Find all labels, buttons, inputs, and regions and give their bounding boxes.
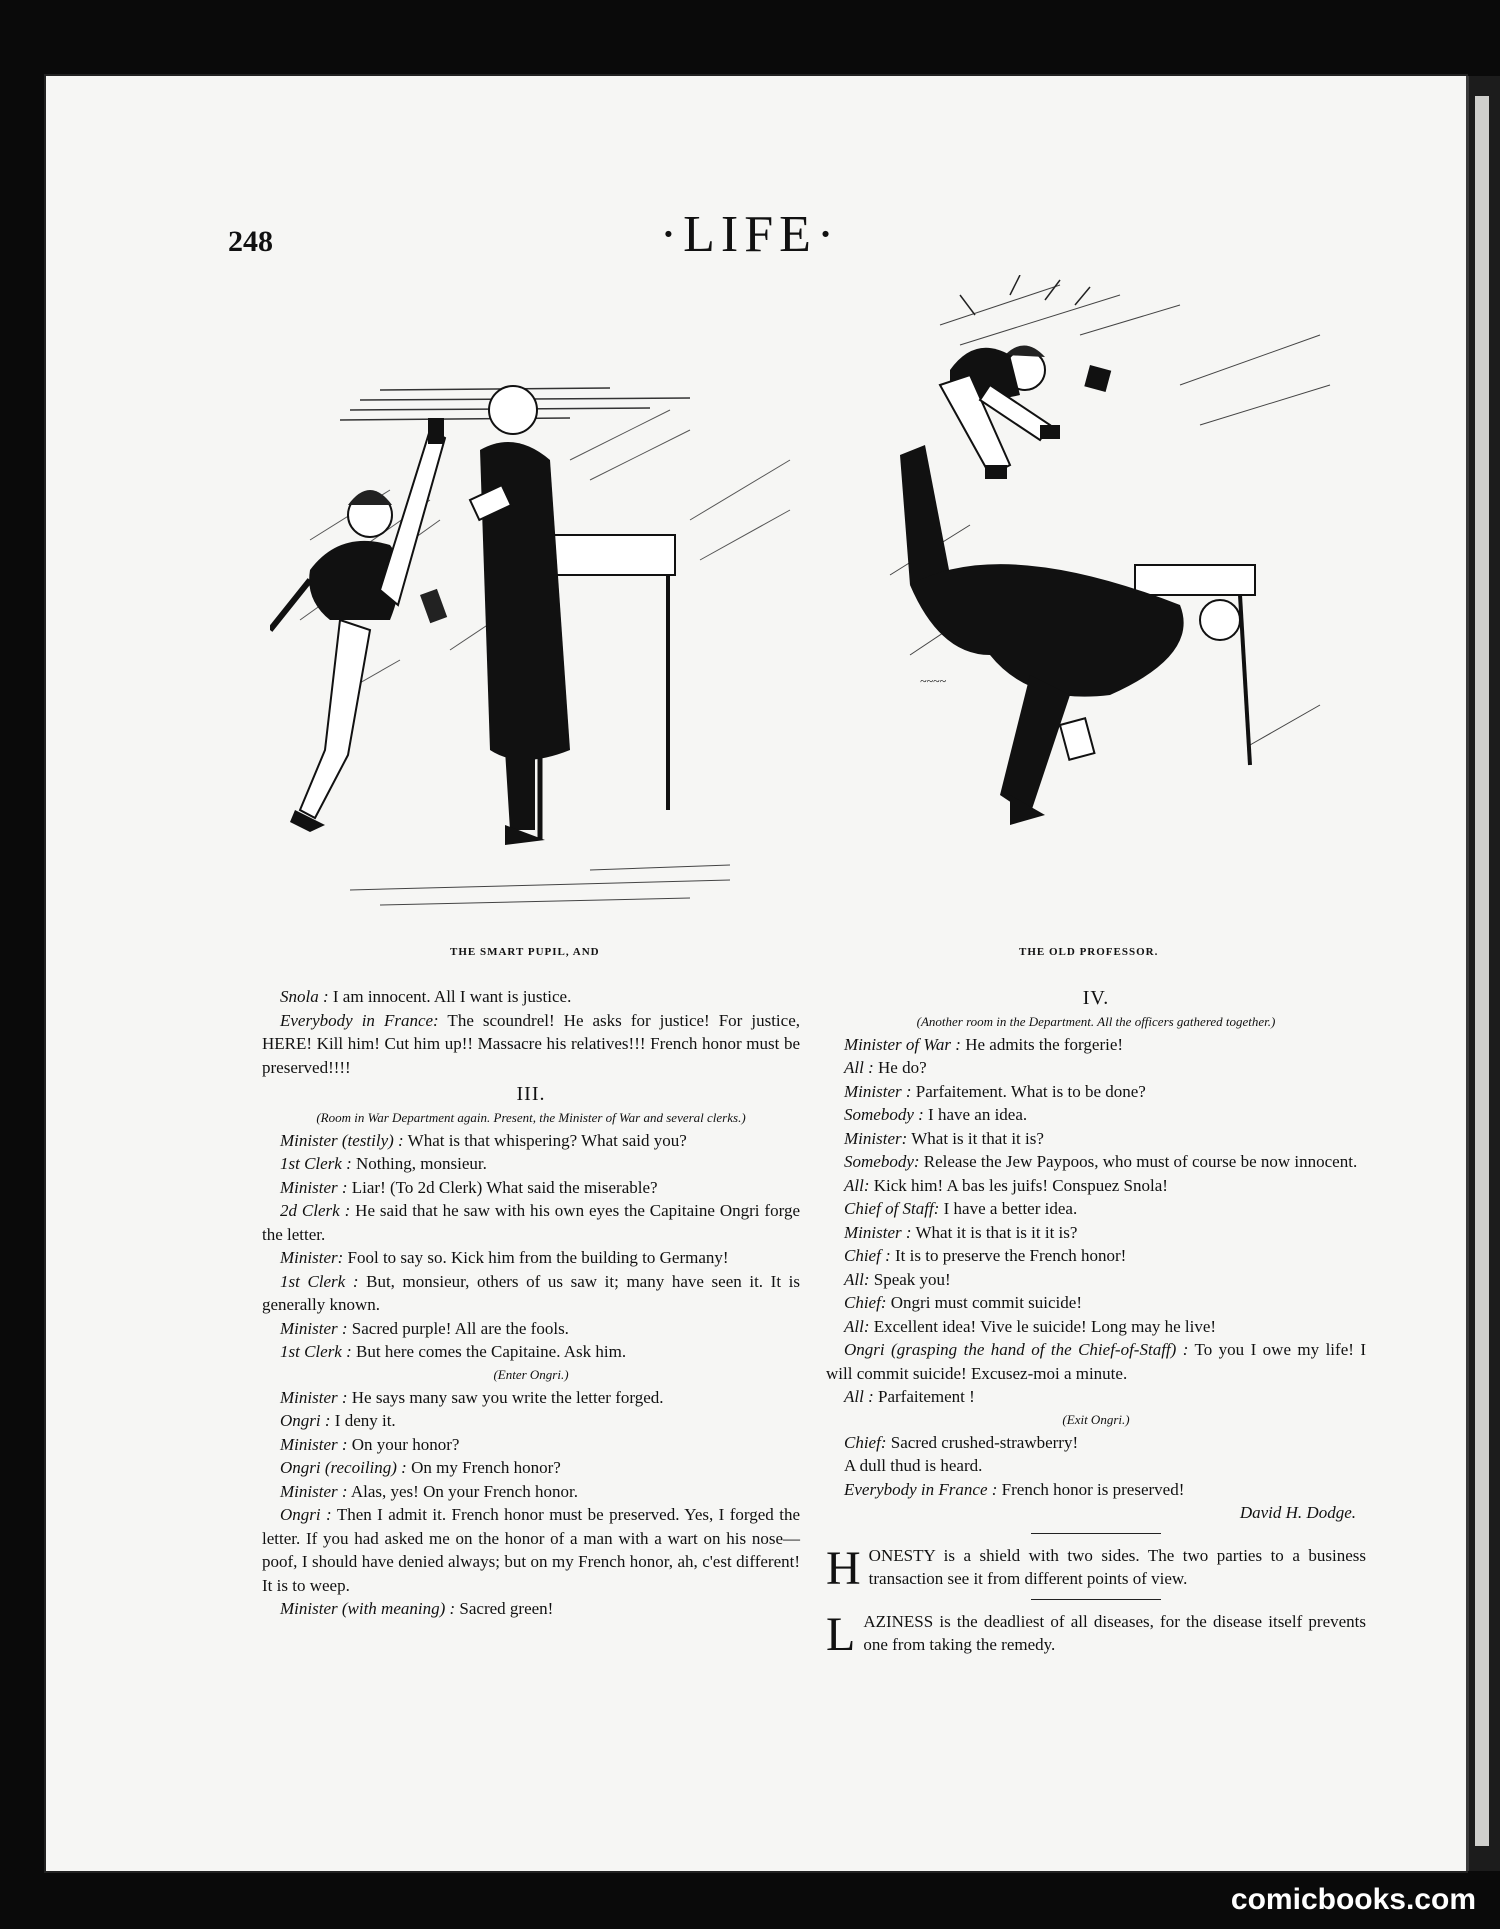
dialogue-text: Kick him! A bas les juifs! Conspuez Snola! xyxy=(869,1175,1168,1195)
dialogue-line xyxy=(262,1270,800,1317)
section-heading: IV. xyxy=(1082,987,1110,1009)
dialogue-line xyxy=(262,985,800,1009)
dialogue-text: What it is that is it it is? xyxy=(911,1222,1078,1242)
speaker-name: Minister : xyxy=(280,1318,348,1338)
honesty-paragraph xyxy=(826,1541,1366,1595)
laziness-text: AZINESS is the deadliest of all diseases, for the disease itself prevents one from taking the remedy. xyxy=(863,1611,1366,1654)
speaker-name: All: xyxy=(844,1175,870,1195)
dialogue-text: Liar! (To 2d Clerk) What said the miserable? xyxy=(347,1177,658,1197)
speaker-name: Minister: xyxy=(280,1248,344,1267)
dialogue-line xyxy=(826,1127,1366,1151)
dialogue-text: What is that whispering? What said you? xyxy=(403,1130,687,1150)
dialogue-line xyxy=(262,1317,800,1341)
dialogue-text: What is it that it is? xyxy=(907,1128,1044,1148)
stage-direction: (Enter Ongri.) xyxy=(493,1366,569,1382)
dialogue-text: It is to preserve the French honor! xyxy=(890,1246,1127,1265)
author-signature: David H. Dodge. xyxy=(1239,1503,1356,1522)
illustration-old-professor xyxy=(880,275,1340,925)
dialogue-line xyxy=(262,1386,800,1410)
dialogue-text: Excellent idea! Vive le suicide! Long may he live! xyxy=(869,1316,1217,1336)
stage-direction: (Exit Ongri.) xyxy=(1062,1411,1130,1427)
dialogue-text: Sacred green! xyxy=(455,1599,554,1618)
dialogue-line xyxy=(262,1009,800,1080)
dialogue-section-iv xyxy=(826,987,1366,1525)
dialogue-text: He admits the forgerie! xyxy=(960,1034,1124,1054)
dialogue-text: On your honor? xyxy=(347,1434,460,1454)
dialogue-line xyxy=(262,1456,800,1480)
speaker-name: Minister : xyxy=(280,1481,348,1501)
dialogue-text: He do? xyxy=(873,1058,927,1077)
speaker-name: All: xyxy=(844,1269,870,1289)
speaker-name: 1st Clerk : xyxy=(280,1342,352,1361)
speaker-name: Somebody : xyxy=(844,1105,924,1124)
dialogue-line xyxy=(826,1244,1366,1268)
speaker-name: Chief: xyxy=(844,1293,887,1312)
speaker-name: Chief of Staff: xyxy=(844,1199,940,1218)
dialogue-line xyxy=(826,1197,1366,1221)
dialogue-text: I have a better idea. xyxy=(939,1199,1078,1218)
dialogue-text: He says many saw you write the letter forged. xyxy=(347,1387,664,1407)
speaker-name: All : xyxy=(844,1058,874,1077)
stage-direction: (Another room in the Department. All the officers gathered together.) xyxy=(916,1013,1276,1029)
speaker-name: Minister : xyxy=(280,1387,348,1407)
dialogue-line xyxy=(826,1150,1366,1174)
dialogue-line xyxy=(826,1268,1366,1292)
dialogue-line xyxy=(262,1340,800,1364)
speaker-name: Somebody: xyxy=(844,1152,920,1171)
watermark: comicbooks.com xyxy=(1230,1883,1476,1916)
narration-line: A dull thud is heard. xyxy=(844,1456,983,1475)
dialogue-line xyxy=(262,1176,800,1200)
section-heading: III. xyxy=(516,1083,546,1105)
dialogue-line xyxy=(826,1033,1366,1057)
dialogue-line xyxy=(826,1291,1366,1315)
speaker-name: Minister : xyxy=(280,1177,348,1197)
dialogue-text: Sacred crushed-strawberry! xyxy=(886,1432,1079,1452)
caption-right: THE OLD PROFESSOR. xyxy=(1019,946,1159,958)
speaker-name: All: xyxy=(844,1316,870,1336)
dialogue-line xyxy=(262,1597,800,1621)
speaker-name: Ongri : xyxy=(280,1411,331,1430)
dialogue-text: Ongri must commit suicide! xyxy=(886,1293,1082,1312)
page-header xyxy=(0,205,1500,275)
dialogue-line xyxy=(826,1315,1366,1339)
dialogue-text: The scoundrel! He asks for justice! For justice, HERE! Kill him! Cut him up!! Massacre his relatives!!! French honor must be preserved!!!! xyxy=(262,1010,800,1077)
dialogue-text: Parfaitement ! xyxy=(873,1387,975,1406)
honesty-text: ONESTY is a shield with two sides. The two parties to a business transaction see it from different points of view. xyxy=(868,1545,1366,1588)
dialogue-text: But here comes the Capitaine. Ask him. xyxy=(351,1342,627,1361)
dialogue-line xyxy=(826,1080,1366,1104)
speaker-name: Everybody in France: xyxy=(280,1010,439,1030)
speaker-name: Minister (testily) : xyxy=(280,1130,404,1150)
dialogue-text: I have an idea. xyxy=(923,1105,1028,1124)
dialogue-line xyxy=(262,1433,800,1457)
speaker-name: All : xyxy=(844,1387,874,1406)
speaker-name: 2d Clerk : xyxy=(280,1201,351,1220)
speaker-name: 1st Clerk : xyxy=(280,1154,352,1173)
dialogue-text: I am innocent. All I want is justice. xyxy=(328,987,572,1006)
dialogue-line xyxy=(262,1152,800,1176)
dialogue-text: Nothing, monsieur. xyxy=(351,1154,487,1173)
speaker-name: Ongri : xyxy=(280,1505,332,1524)
speaker-name: Chief : xyxy=(844,1246,891,1265)
speaker-name: Snola : xyxy=(280,987,329,1006)
dialogue-line xyxy=(826,1478,1366,1502)
dialogue-line xyxy=(826,1221,1366,1245)
speaker-name: Ongri (recoiling) : xyxy=(280,1458,407,1477)
divider-rule xyxy=(1031,1599,1161,1600)
dialogue-text: Speak you! xyxy=(869,1269,951,1289)
page-number: 248 xyxy=(228,225,273,258)
drop-cap-h: H xyxy=(826,1541,861,1595)
dialogue-text: Release the Jew Paypoos, who must of course be now innocent. xyxy=(919,1152,1358,1171)
dialogue-line xyxy=(262,1129,800,1153)
dialogue-text: To you I owe my life! I will commit suicide! Excusez-moi a minute. xyxy=(826,1340,1366,1383)
speaker-name: Minister : xyxy=(844,1081,912,1101)
dialogue-line xyxy=(826,1056,1366,1080)
dialogue-text: On my French honor? xyxy=(406,1458,561,1477)
masthead-title: ·LIFE· xyxy=(659,206,841,263)
svg-text:~~~~: ~~~~ xyxy=(920,674,946,688)
illustration-smart-pupil xyxy=(270,370,810,930)
speaker-name: Minister of War : xyxy=(844,1034,961,1054)
dialogue-text: He said that he saw with his own eyes the Capitaine Ongri forge the letter. xyxy=(262,1201,800,1244)
speaker-name: Minister : xyxy=(280,1434,348,1454)
speaker-name: Ongri (grasping the hand of the Chief-of-Staff) : xyxy=(844,1340,1189,1359)
dialogue-line xyxy=(826,1103,1366,1127)
caption-left: THE SMART PUPIL, AND xyxy=(450,946,600,958)
drop-cap-l: L xyxy=(826,1607,856,1661)
speaker-name: Minister (with meaning) : xyxy=(280,1599,456,1618)
dialogue-line xyxy=(262,1480,800,1504)
speaker-name: Chief: xyxy=(844,1432,887,1452)
speaker-name: 1st Clerk : xyxy=(280,1271,359,1291)
speaker-name: Everybody in France : xyxy=(844,1479,998,1499)
dialogue-line xyxy=(262,1503,800,1597)
laziness-paragraph xyxy=(826,1607,1366,1661)
dialogue-line xyxy=(262,1246,800,1270)
dialogue-text: I deny it. xyxy=(330,1411,396,1430)
dialogue-text: French honor is preserved! xyxy=(997,1479,1185,1499)
stage-direction: (Room in War Department again. Present, the Minister of War and several clerks.) xyxy=(316,1109,746,1125)
dialogue-line xyxy=(826,1174,1366,1198)
right-text-column xyxy=(826,983,1366,1661)
dialogue-line xyxy=(262,1199,800,1246)
dialogue-text: Alas, yes! On your French honor. xyxy=(347,1481,578,1501)
next-page-edge xyxy=(1466,76,1500,1871)
dialogue-text: Fool to say so. Kick him from the building to Germany! xyxy=(343,1248,729,1267)
speaker-name: Minister: xyxy=(844,1128,908,1148)
dialogue-text: But, monsieur, others of us saw it; many have seen it. It is generally known. xyxy=(262,1271,800,1314)
dialogue-text: Then I admit it. French honor must be preserved. Yes, I forged the letter. If you had asked me on the honor of a man with a wart on his nose—poof, I should have denied always; but on my French honor, ah, c'est different! It is to weep. xyxy=(262,1505,800,1595)
dialogue-text: Sacred purple! All are the fools. xyxy=(347,1318,569,1338)
left-text-column xyxy=(262,985,800,1621)
divider-rule xyxy=(1031,1533,1161,1534)
speaker-name: Minister : xyxy=(844,1222,912,1242)
dialogue-line xyxy=(262,1409,800,1433)
dialogue-line xyxy=(826,1431,1366,1455)
dialogue-text: Parfaitement. What is to be done? xyxy=(911,1081,1146,1101)
dialogue-line xyxy=(826,1385,1366,1409)
dialogue-line xyxy=(826,1338,1366,1385)
